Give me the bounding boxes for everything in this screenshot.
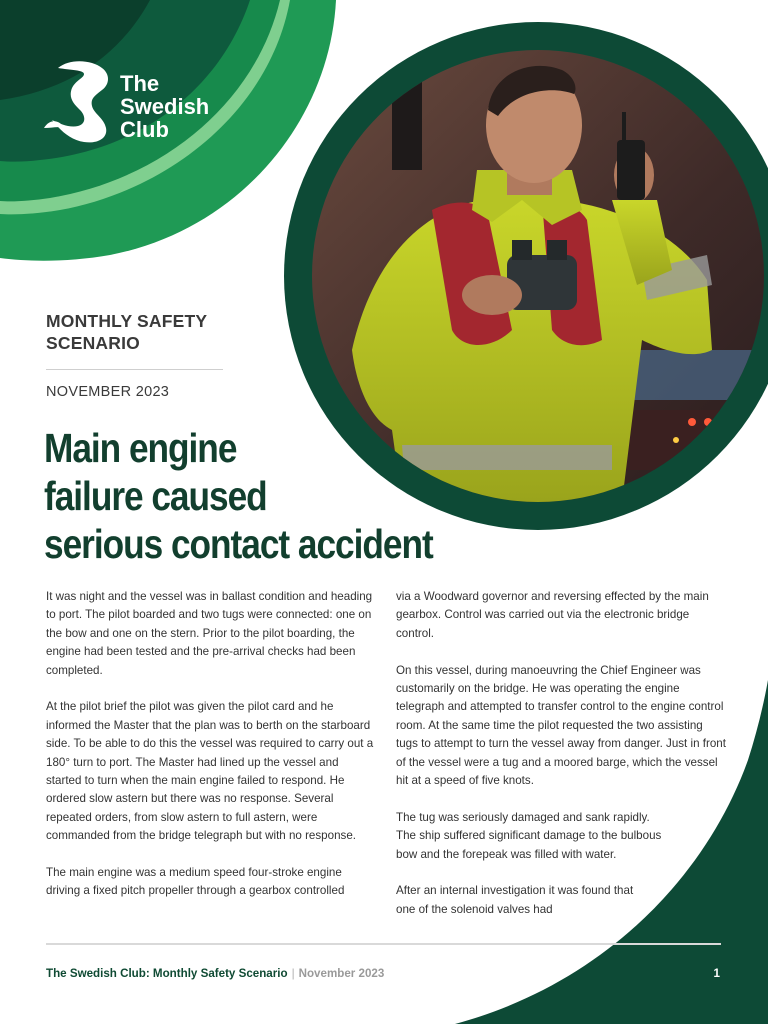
body-column-left bbox=[46, 588, 376, 919]
logo-line: Swedish bbox=[120, 94, 210, 119]
footer-brand: The Swedish Club: Monthly Safety Scenario bbox=[46, 967, 288, 980]
headline-line: Main engine bbox=[44, 425, 237, 471]
footer-separator: | bbox=[291, 967, 295, 980]
body-paragraph: via a Woodward governor and reversing effected by the main gearbox. Control was carried out via the electronic bridge control. bbox=[396, 590, 709, 640]
body-paragraph: It was night and the vessel was in ballast condition and heading to port. The pilot boarded and two tugs were connected: one on the bow and one on the stern. Prior to the pilot boarding, the engine had been tested and the pre-arrival checks had been completed. bbox=[46, 590, 373, 677]
issue-date: NOVEMBER 2023 bbox=[46, 384, 170, 400]
footer-divider bbox=[46, 943, 721, 945]
kicker-divider bbox=[46, 369, 223, 370]
page-number: 1 bbox=[713, 967, 720, 980]
body-paragraph: The tug was seriously damaged and sank rapidly. The ship suffered significant damage to the bulbous bow and the forepeak was filled with water. bbox=[396, 810, 662, 861]
logo-line: Club bbox=[120, 117, 169, 142]
footer-date: November 2023 bbox=[298, 967, 385, 980]
headline-line: serious contact accident bbox=[44, 521, 433, 567]
body-column-right bbox=[396, 588, 726, 938]
headline-line: failure caused bbox=[44, 473, 267, 519]
series-kicker: MONTHLY SAFETY SCENARIO bbox=[46, 311, 207, 353]
logo-line: The bbox=[120, 71, 160, 96]
footer bbox=[46, 967, 384, 980]
page-title bbox=[44, 424, 448, 568]
body-paragraph: At the pilot brief the pilot was given the pilot card and he informed the Master that the plan was to berth on the starboard side. To be able to do this the vessel was required to carry out a 180° turn to port. The Master had lined up the vessel and started to turn when the main engine failed to respond. He ordered slow astern but there was no response. Several repeated orders, from slow astern to full astern, were commanded from the bridge telegraph but with no response. bbox=[46, 700, 374, 843]
body-paragraph: After an internal investigation it was found that one of the solenoid valves had bbox=[396, 884, 634, 916]
logo-wordmark bbox=[120, 72, 209, 141]
body-paragraph: On this vessel, during manoeuvring the Chief Engineer was customarily on the bridge. He was operating the engine telegraph and attempted to transfer control to the engine control room. At the same time the pilot requested the two assisting tugs to attempt to turn the vessel away from danger. Just in front of the vessel were a tug and a moored barge, which the vessel hit at a speed of five knots. bbox=[396, 663, 726, 788]
body-paragraph: The main engine was a medium speed four-stroke engine driving a fixed pitch propeller through a gearbox controlled bbox=[46, 866, 345, 898]
